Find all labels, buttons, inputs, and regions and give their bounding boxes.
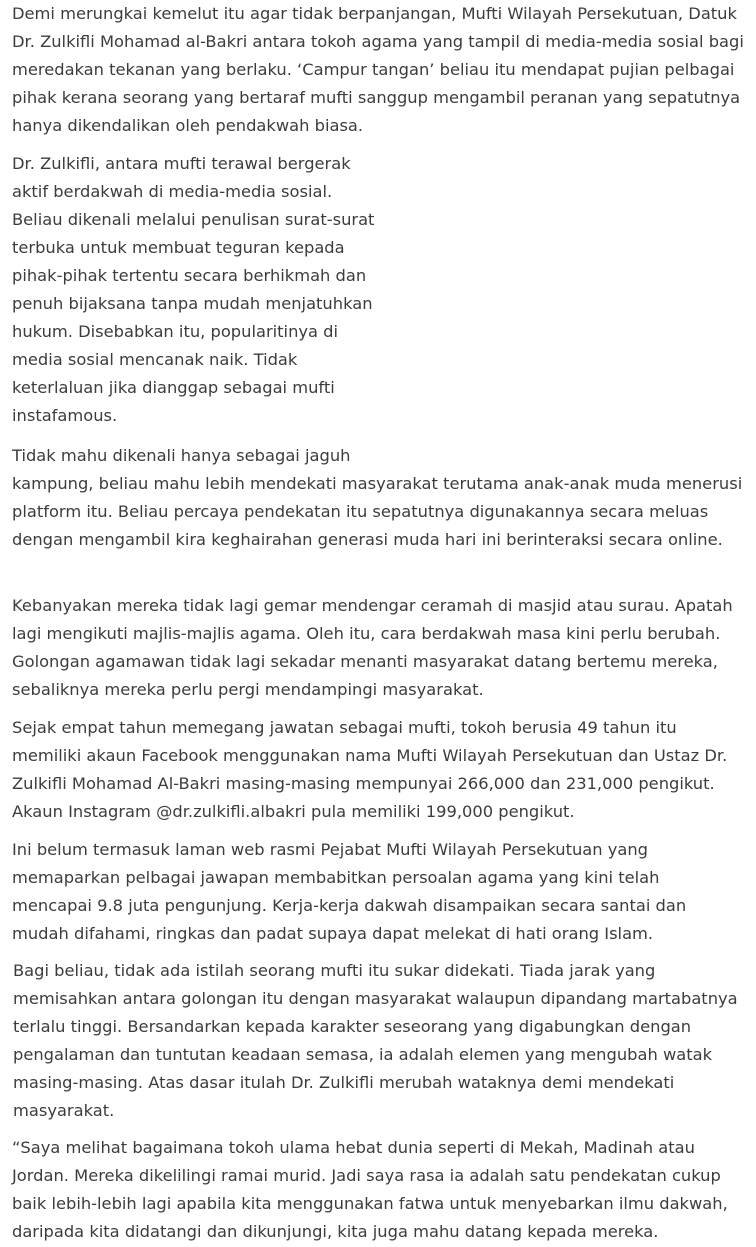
paragraph-rest: kampung, beliau mahu lebih mendekati masyarakat terutama anak-anak muda menerusi platform itu. Beliau percaya pendekatan itu sepatutnya digunakannya secara meluas dengan mengambil kira keghairahan generasi muda hari ini berinteraksi secara online. <box>12 474 743 549</box>
paragraph: “Saya melihat bagaimana tokoh ulama hebat dunia seperti di Mekah, Madinah atau Jordan. Mereka dikelilingi ramai murid. Jadi saya rasa ia adalah satu pendekatan cukup baik lebih-lebih lagi apabila kita menggunakan fatwa untuk menyebarkan ilmu dakwah, daripada kita didatangi dan dikunjungi, kita juga mahu datang kepada mereka. <box>12 1138 728 1241</box>
paragraph: Sejak empat tahun memegang jawatan sebagai mufti, tokoh berusia 49 tahun itu memiliki akaun Facebook menggunakan nama Mufti Wilayah Persekutuan dan Ustaz Dr. Zulkifli Mohamad Al-Bakri masing-masing mempunyai 266,000 dan 231,000 pengikut. Akaun Instagram @dr.zulkifli.albakri pula memiliki 199,000 pengikut. <box>12 718 728 821</box>
paragraph: Ini belum termasuk laman web rasmi Pejabat Mufti Wilayah Persekutuan yang memaparkan pelbagai jawapan membabitkan persoalan agama yang kini telah mencapai 9.8 juta pengunjung. Kerja-kerja dakwah disampaikan secara santai dan mudah difahami, ringkas dan padat supaya dapat melekat di hati orang Islam. <box>12 840 687 943</box>
paragraph: Bagi beliau, tidak ada istilah seorang mufti itu sukar didekati. Tiada jarak yang memisahkan antara golongan itu dengan masyarakat walaupun dipandang martabatnya terlalu tinggi. Bersandarkan kepada karakter seseorang yang digabungkan dengan pengalaman dan tuntutan keadaan semasa, ia adalah elemen yang mengubah watak masing-masing. Atas dasar itulah Dr. Zulkifli merubah wataknya demi mendekati masyarakat. <box>13 961 738 1120</box>
paragraph: Dr. Zulkifli, antara mufti terawal bergerak aktif berdakwah di media-media sosial. Beliau dikenali melalui penulisan surat-surat terbuka untuk membuat teguran kepada pihak-pihak tertentu secara berhikmah dan penuh bijaksana tanpa mudah menjatuhkan hukum. Disebabkan itu, popularitinya di media sosial mencanak naik. Tidak keterlaluan jika dianggap sebagai mufti instafamous. <box>12 154 375 425</box>
paragraph-first-line: Tidak mahu dikenali hanya sebagai jaguh <box>12 446 351 465</box>
paragraph: Demi merungkai kemelut itu agar tidak berpanjangan, Mufti Wilayah Persekutuan, Datuk Dr. Zulkifli Mohamad al-Bakri antara tokoh agama yang tampil di media-media sosial bagi meredakan tekanan yang berlaku. ‘Campur tangan’ beliau itu mendapat pujian pelbagai pihak kerana seorang yang bertaraf mufti sanggup mengambil peranan yang sepatutnya hanya dikendalikan oleh pendakwah biasa. <box>12 4 744 135</box>
paragraph: Kebanyakan mereka tidak lagi gemar mendengar ceramah di masjid atau surau. Apatah lagi mengikuti majlis-majlis agama. Oleh itu, cara berdakwah masa kini perlu berubah. Golongan agamawan tidak lagi sekadar menanti masyarakat datang bertemu mereka, sebaliknya mereka perlu pergi mendampingi masyarakat. <box>12 596 733 699</box>
paragraph <box>12 442 744 554</box>
